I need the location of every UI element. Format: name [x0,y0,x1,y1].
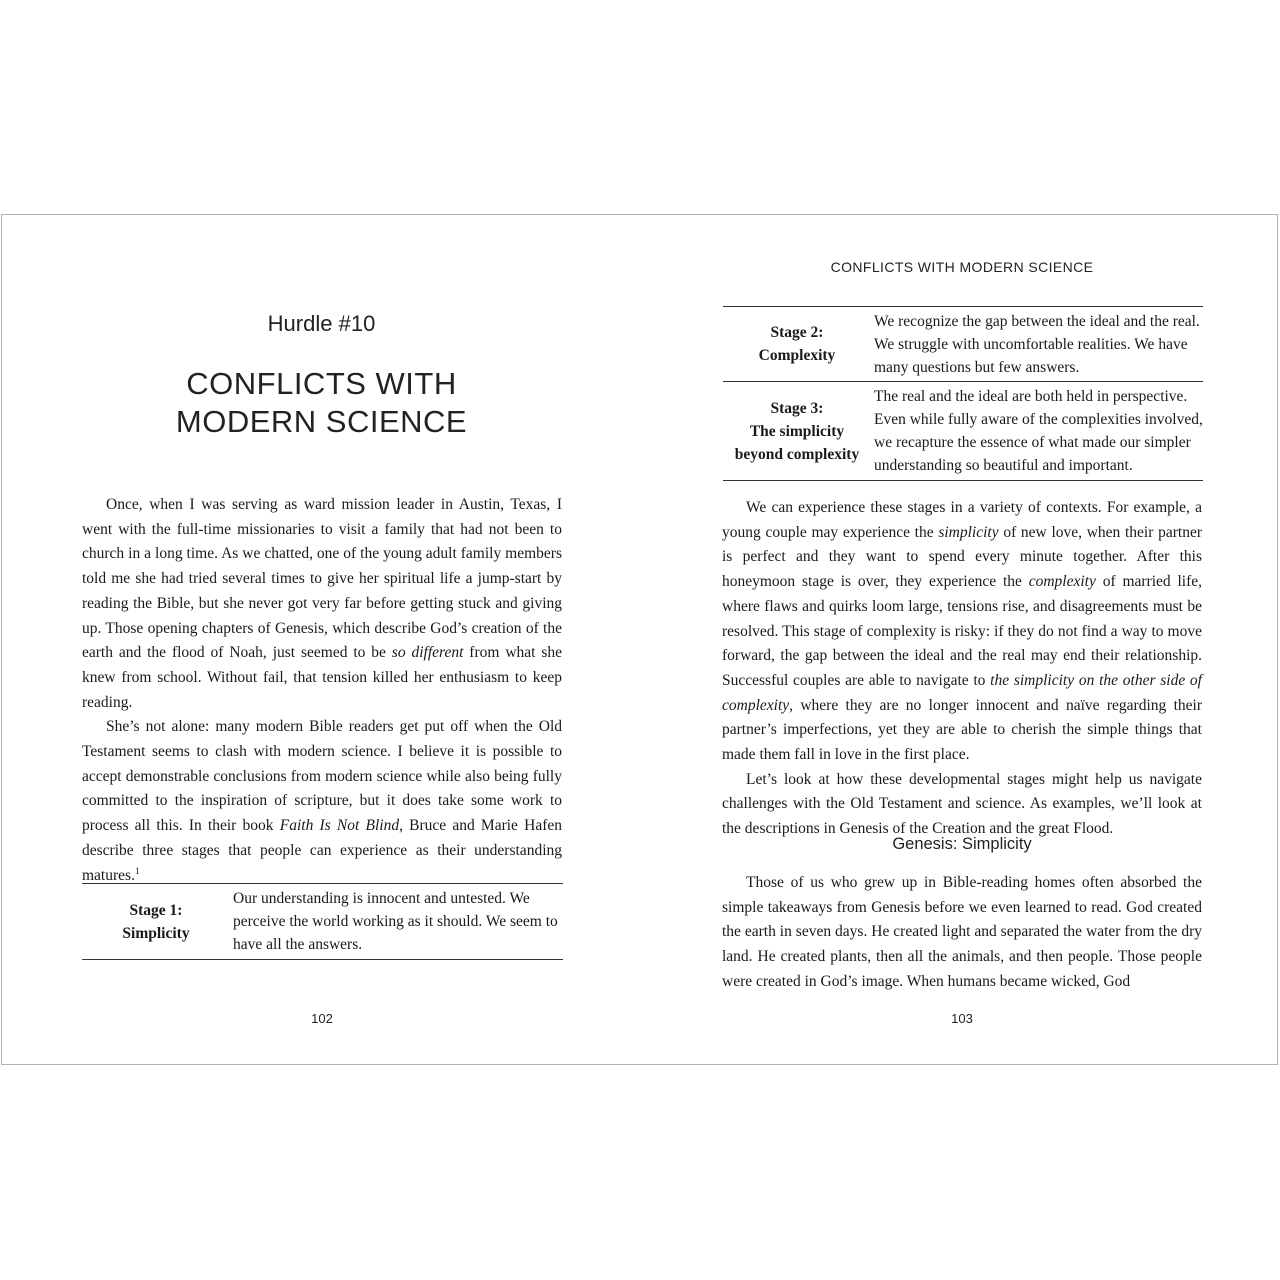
paragraph: Once, when I was serving as ward mission leader in Austin, Texas, I went with the full-time missionaries to visit a family that had not been to church in a long time. As we chatted, one of the young adult family members told me she had tried several times to give her spiritual life a jump-start by reading the Bible, but she never got very far before getting stuck and giving up. Those opening chapters of Genesis, which describe God’s creation of the earth and the flood of Noah, just seemed to be so different from what she knew from school. Without fail, that tension killed her enthusiasm to keep reading. [82,496,563,711]
left-body-text [82,493,562,888]
chapter-title-line-1: CONFLICTS WITH [186,366,457,401]
running-head: CONFLICTS WITH MODERN SCIENCE [830,259,1094,275]
paragraph: She’s not alone: many modern Bible readers get put off when the Old Testament seems to clash with modern science. I believe it is possible to accept demonstrable conclusions from modern science while also being fully committed to the inspiration of scripture, but it does take some work to process all this. In their book Faith Is Not Blind, Bruce and Marie Hafen describe three stages that people can experience as their understanding matures.$^1$ [82,718,562,884]
stage-label: Stage 3: The simplicity beyond complexity [734,399,860,463]
page-number: 102 [311,1011,333,1026]
stage-table-1 [82,883,563,960]
stage-label: Stage 2: Complexity [758,324,836,364]
paragraph: We can experience these stages in a variety of contexts. For example, a young couple may experience the simplicity of new love, when their partner is perfect and they want to spend every minute together. After this honeymoon stage is over, they experience the complexity of married life, where flaws and quirks loom large, tensions rise, and disagreements must be resolved. This stage of complexity is risky: if they do not find a way to move forward, the gap between the ideal and the real may end their relationship. Successful couples are able to navigate to the simplicity on the other side of complexity, where they are no longer innocent and naïve regarding their partner’s imperfections, yet they are able to cherish the simple things that made them fall in love in the first place. [722,499,1203,764]
stage-description: The real and the ideal are both held in perspective. Even while fully aware of the complexities involved, we recapture the essence of what made our simpler understanding so beautiful and important. [874,388,1203,474]
stage-description: We recognize the gap between the ideal and the real. We struggle with uncomfortable realities. We have many questions but few answers. [874,312,1200,376]
book-spread [1,214,1278,1065]
chapter-title-line-2: MODERN SCIENCE [175,404,468,439]
right-page [641,215,1279,1064]
stage-row [82,884,563,960]
stage-label: Stage 1: Simplicity [122,901,190,942]
paragraph: Those of us who grew up in Bible-reading homes often absorbed the simple takeaways from Genesis before we even learned to read. God created the earth in seven days. He created light and separated the water from the dry land. He created plants, then all the animals, and then people. Those people were created in God’s image. When humans became wicked, God [722,874,1202,990]
footnote-marker: 1 [134,865,140,876]
left-page [2,215,641,1064]
page-number: 103 [951,1011,973,1026]
stage-row [723,382,1203,481]
right-body-text [722,496,1202,842]
hurdle-label: Hurdle #10 [267,311,376,336]
stage-description: Our understanding is innocent and untested. We perceive the world working as it should. We seem to have all the answers. [233,890,558,953]
chapter-title [2,365,641,441]
stage-row [723,307,1203,382]
right-body-text-2 [722,871,1202,995]
paragraph: Let’s look at how these developmental stages might help us navigate challenges with the Old Testament and science. As examples, we’ll look at the descriptions in Genesis of the Creation and the great Flood. [722,770,1202,838]
stage-table-2 [723,306,1203,481]
section-subheading: Genesis: Simplicity [892,835,1032,853]
